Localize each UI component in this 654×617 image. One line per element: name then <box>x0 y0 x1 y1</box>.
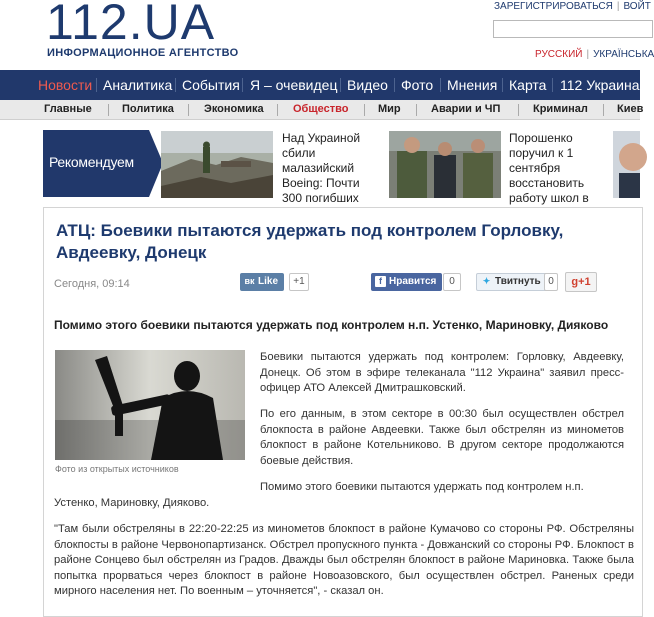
nav-photo[interactable]: Фото <box>401 77 434 93</box>
nav-analytics[interactable]: Аналитика <box>103 77 173 93</box>
tweet-count: 0 <box>544 273 558 291</box>
subnav-main[interactable]: Главные <box>44 103 92 115</box>
top-links <box>494 1 651 12</box>
nav-news[interactable]: Новости <box>38 77 93 93</box>
recommend-image-3[interactable] <box>613 131 640 198</box>
language-switcher <box>535 49 654 60</box>
vk-icon: вк <box>244 276 255 286</box>
fb-like-label: Нравится <box>389 276 437 287</box>
article-paragraph-1: Боевики пытаются удержать под контролем: Горловку, Авдеевку, Донецк. Об этом в эфире телеканала "112 Украина" заявил пресс-офицер АТО Алексей Дмитрашковский. <box>260 351 624 394</box>
divider <box>502 78 503 92</box>
divider: | <box>616 1 620 12</box>
divider: | <box>586 49 590 60</box>
divider <box>188 104 189 116</box>
nav-map[interactable]: Карта <box>509 77 547 93</box>
subnav-accidents[interactable]: Аварии и ЧП <box>431 103 501 115</box>
article-title: АТЦ: Боевики пытаются удержать под контролем Горловку, Авдеевку, Донецк <box>56 221 564 262</box>
article-lead: Помимо этого боевики пытаются удержать под контролем н.п. Устенко, Мариновку, Дияково <box>54 318 609 332</box>
nav-opinions[interactable]: Мнения <box>447 77 498 93</box>
fb-like-button[interactable] <box>371 273 442 291</box>
subnav-world[interactable]: Мир <box>378 103 401 115</box>
sub-nav <box>0 100 644 120</box>
nav-events[interactable]: События <box>182 77 240 93</box>
vk-like-count: +1 <box>289 273 309 291</box>
photo-caption: Фото из открытых источников <box>55 464 179 474</box>
article-photo[interactable] <box>55 350 245 460</box>
article-date: Сегодня, 09:14 <box>54 278 130 290</box>
recommend-image-1[interactable] <box>161 131 273 198</box>
subnav-kyiv[interactable]: Киев <box>617 103 644 115</box>
divider <box>242 78 243 92</box>
divider <box>440 78 441 92</box>
tweet-button[interactable] <box>476 273 548 291</box>
article-card <box>43 207 643 617</box>
main-nav <box>0 70 640 100</box>
login-link[interactable]: ВОЙТ <box>623 1 651 12</box>
site-tagline: ИНФОРМАЦИОННОЕ АГЕНТСТВО <box>47 47 239 59</box>
nav-eyewitness[interactable]: Я – очевидец <box>250 77 338 93</box>
divider <box>364 104 365 116</box>
divider <box>394 78 395 92</box>
lang-ru-link[interactable]: РУССКИЙ <box>535 49 583 60</box>
recommend-image-2[interactable] <box>389 131 501 198</box>
nav-video[interactable]: Видео <box>347 77 388 93</box>
recommend-label: Рекомендуем <box>49 154 134 170</box>
divider <box>518 104 519 116</box>
fb-like-count: 0 <box>443 273 461 291</box>
divider <box>603 104 604 116</box>
divider <box>416 104 417 116</box>
divider <box>96 78 97 92</box>
recommend-text-2[interactable]: Порошенко поручил к 1 сентября восстановить работу школ в <box>509 131 589 205</box>
nav-112-ukraine[interactable]: 112 Украина <box>560 77 640 93</box>
recommend-text-1[interactable]: Над Украиной сбили малазийский Boeing: Почти 300 погибших <box>282 131 361 205</box>
recommend-badge <box>43 130 149 197</box>
vk-like-button[interactable] <box>240 273 284 291</box>
vk-like-label: Like <box>258 276 279 287</box>
register-link[interactable]: ЗАРЕГИСТРИРОВАТЬСЯ <box>494 1 613 12</box>
facebook-icon: f <box>375 276 386 287</box>
article-paragraph-3: Помимо этого боевики пытаются удержать под контролем н.п. <box>260 481 584 493</box>
subnav-crime[interactable]: Криминал <box>533 103 588 115</box>
article-paragraph-4: "Там были обстреляны в 22:20-22:25 из минометов блокпост в районе Кумачово со стороны РФ. Обстреляны блокпосты в районе Червонопартизанск. Обстрел пропускного пункта - Довжанский со стороны РФ. Блокпост в районе Сонцево был обстрелян из Градов. Дважды был обстрелян блокпост в районе Мариновка. Также была попытка прорваться через блокпост в районе Новоазовского, был осуществлен обстрел. Раненых среди мирного населения нет. По военным – уточняется", - сказал он. <box>54 523 634 597</box>
divider <box>175 78 176 92</box>
google-plus-button[interactable]: g+1 <box>565 272 597 292</box>
subnav-economy[interactable]: Экономика <box>204 103 264 115</box>
tweet-label: Твитнуть <box>495 276 541 287</box>
article-paragraph-3-cont: Устенко, Мариновку, Дияково. <box>54 497 210 509</box>
divider <box>277 104 278 116</box>
subnav-society[interactable]: Общество <box>293 103 349 115</box>
divider <box>552 78 553 92</box>
divider <box>108 104 109 116</box>
article-paragraph-2: По его данным, в этом секторе в 00:30 был осуществлен обстрел блокпоста в районе Авдеевки. Также был обстрелян из минометов блокпост в районе Котельниково. В другом секторе продолжаются боевые действия. <box>260 408 624 467</box>
site-logo[interactable]: 112.UA <box>46 0 216 50</box>
divider <box>340 78 341 92</box>
lang-ua-link[interactable]: УКРАЇНСЬКА <box>593 49 654 60</box>
twitter-icon: ✦ <box>482 276 491 286</box>
subnav-politics[interactable]: Политика <box>122 103 174 115</box>
search-input[interactable] <box>493 20 653 38</box>
